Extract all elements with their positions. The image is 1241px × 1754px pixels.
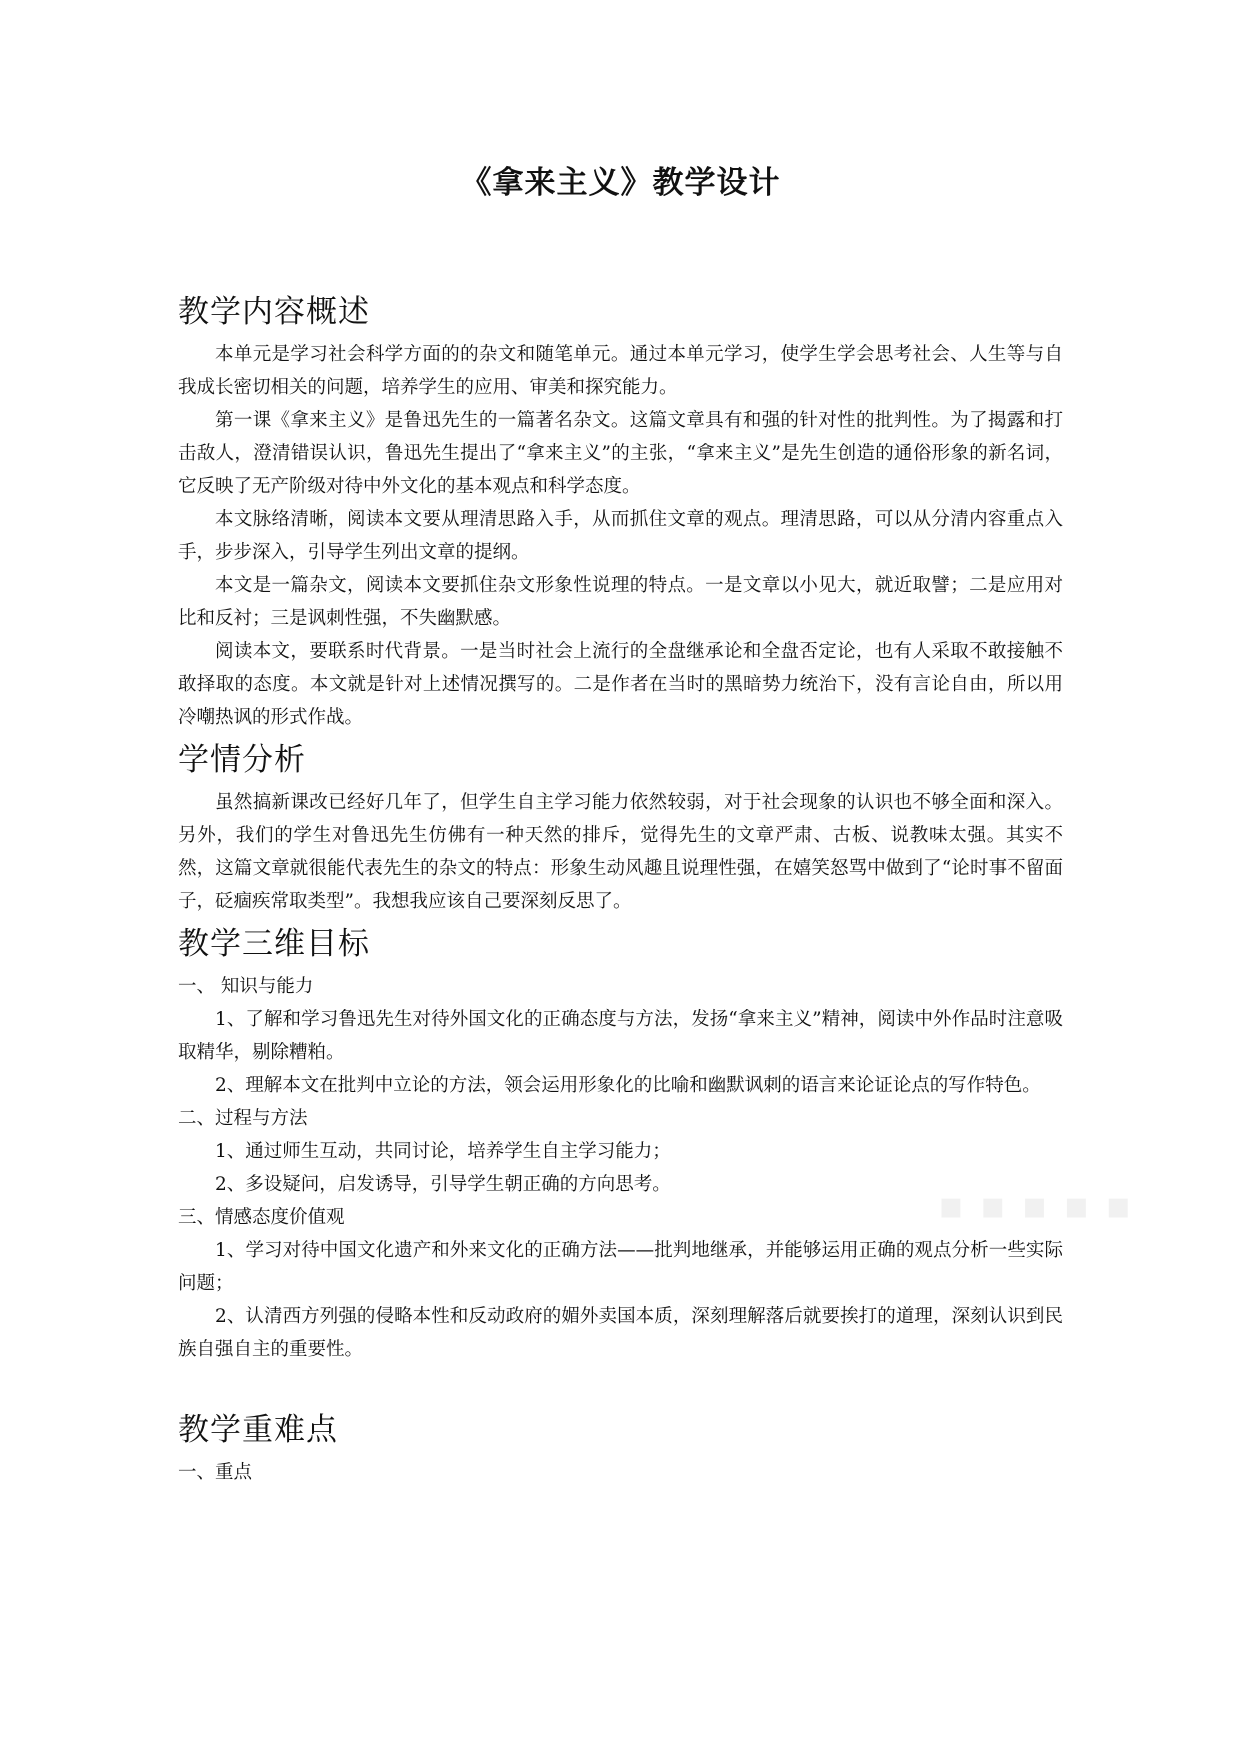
section-heading: 学情分析 [178, 742, 306, 778]
document-body [178, 290, 1063, 1489]
page-title: 《拿来主义》教学设计 [460, 165, 781, 201]
goal-item: 1、通过师生互动，共同讨论，培养学生自主学习能力； [215, 1141, 671, 1162]
section-key-difficult-points [178, 1408, 1063, 1489]
section-student-analysis [178, 738, 1063, 918]
paragraph: 第一课《拿来主义》是鲁迅先生的一篇著名杂文。这篇文章具有和强的针对性的批判性。为了揭露和打击敌人，澄清错误认识，鲁迅先生提出了“拿来主义”的主张，“拿来主义”是先生创造的通俗形象的新名词，它反映了无产阶级对待中外文化的基本观点和科学态度。 [178, 410, 1063, 497]
goal-item: 1、学习对待中国文化遗产和外来文化的正确方法——批判地继承，并能够运用正确的观点分析一些实际问题； [178, 1240, 1063, 1294]
section-heading: 教学内容概述 [178, 294, 370, 330]
paragraph: 阅读本文，要联系时代背景。一是当时社会上流行的全盘继承论和全盘否定论，也有人采取不敢接触不敢择取的态度。本文就是针对上述情况撰写的。二是作者在当时的黑暗势力统治下，没有言论自由，所以用冷嘲热讽的形式作战。 [178, 641, 1063, 728]
paragraph: 本单元是学习社会科学方面的的杂文和随笔单元。通过本单元学习，使学生学会思考社会、人生等与自我成长密切相关的问题，培养学生的应用、审美和探究能力。 [178, 344, 1063, 398]
section-heading: 教学重难点 [178, 1412, 338, 1448]
goal-group-heading: 一、 知识与能力 [178, 976, 314, 997]
section-heading: 教学三维目标 [178, 926, 370, 962]
goal-group-heading: 三、情感态度价值观 [178, 1207, 345, 1228]
goal-item: 2、多设疑问，启发诱导，引导学生朝正确的方向思考。 [215, 1174, 671, 1195]
paragraph: 本文是一篇杂文，阅读本文要抓住杂文形象性说理的特点。一是文章以小见大，就近取譬；二是应用对比和反衬；三是讽刺性强，不失幽默感。 [178, 575, 1063, 629]
goal-item: 2、认清西方列强的侵略本性和反动政府的媚外卖国本质，深刻理解落后就要挨打的道理，深刻认识到民族自强自主的重要性。 [178, 1306, 1063, 1360]
goal-group-heading: 二、过程与方法 [178, 1108, 308, 1129]
paragraph: 本文脉络清晰，阅读本文要从理清思路入手，从而抓住文章的观点。理清思路，可以从分清内容重点入手，步步深入，引导学生列出文章的提纲。 [178, 509, 1063, 563]
watermark-logo: ▪ ▪ ▪ ▪ ▪ [938, 1183, 1134, 1227]
goal-item: 2、理解本文在批判中立论的方法，领会运用形象化的比喻和幽默讽刺的语言来论证论点的写作特色。 [215, 1075, 1041, 1096]
section-three-dimensional-goals [178, 922, 1063, 1366]
section-teaching-overview [178, 290, 1063, 734]
key-points-heading: 一、重点 [178, 1462, 253, 1483]
paragraph: 虽然搞新课改已经好几年了，但学生自主学习能力依然较弱，对于社会现象的认识也不够全面和深入。另外，我们的学生对鲁迅先生仿佛有一种天然的排斥，觉得先生的文章严肃、古板、说教味太强。其实不然，这篇文章就很能代表先生的杂文的特点：形象生动风趣且说理性强，在嬉笑怒骂中做到了“论时事不留面子，砭痼疾常取类型”。我想我应该自己要深刻反思了。 [178, 792, 1063, 912]
goal-item: 1、了解和学习鲁迅先生对待外国文化的正确态度与方法，发扬“拿来主义”精神，阅读中外作品时注意吸取精华，剔除糟粕。 [178, 1009, 1063, 1063]
